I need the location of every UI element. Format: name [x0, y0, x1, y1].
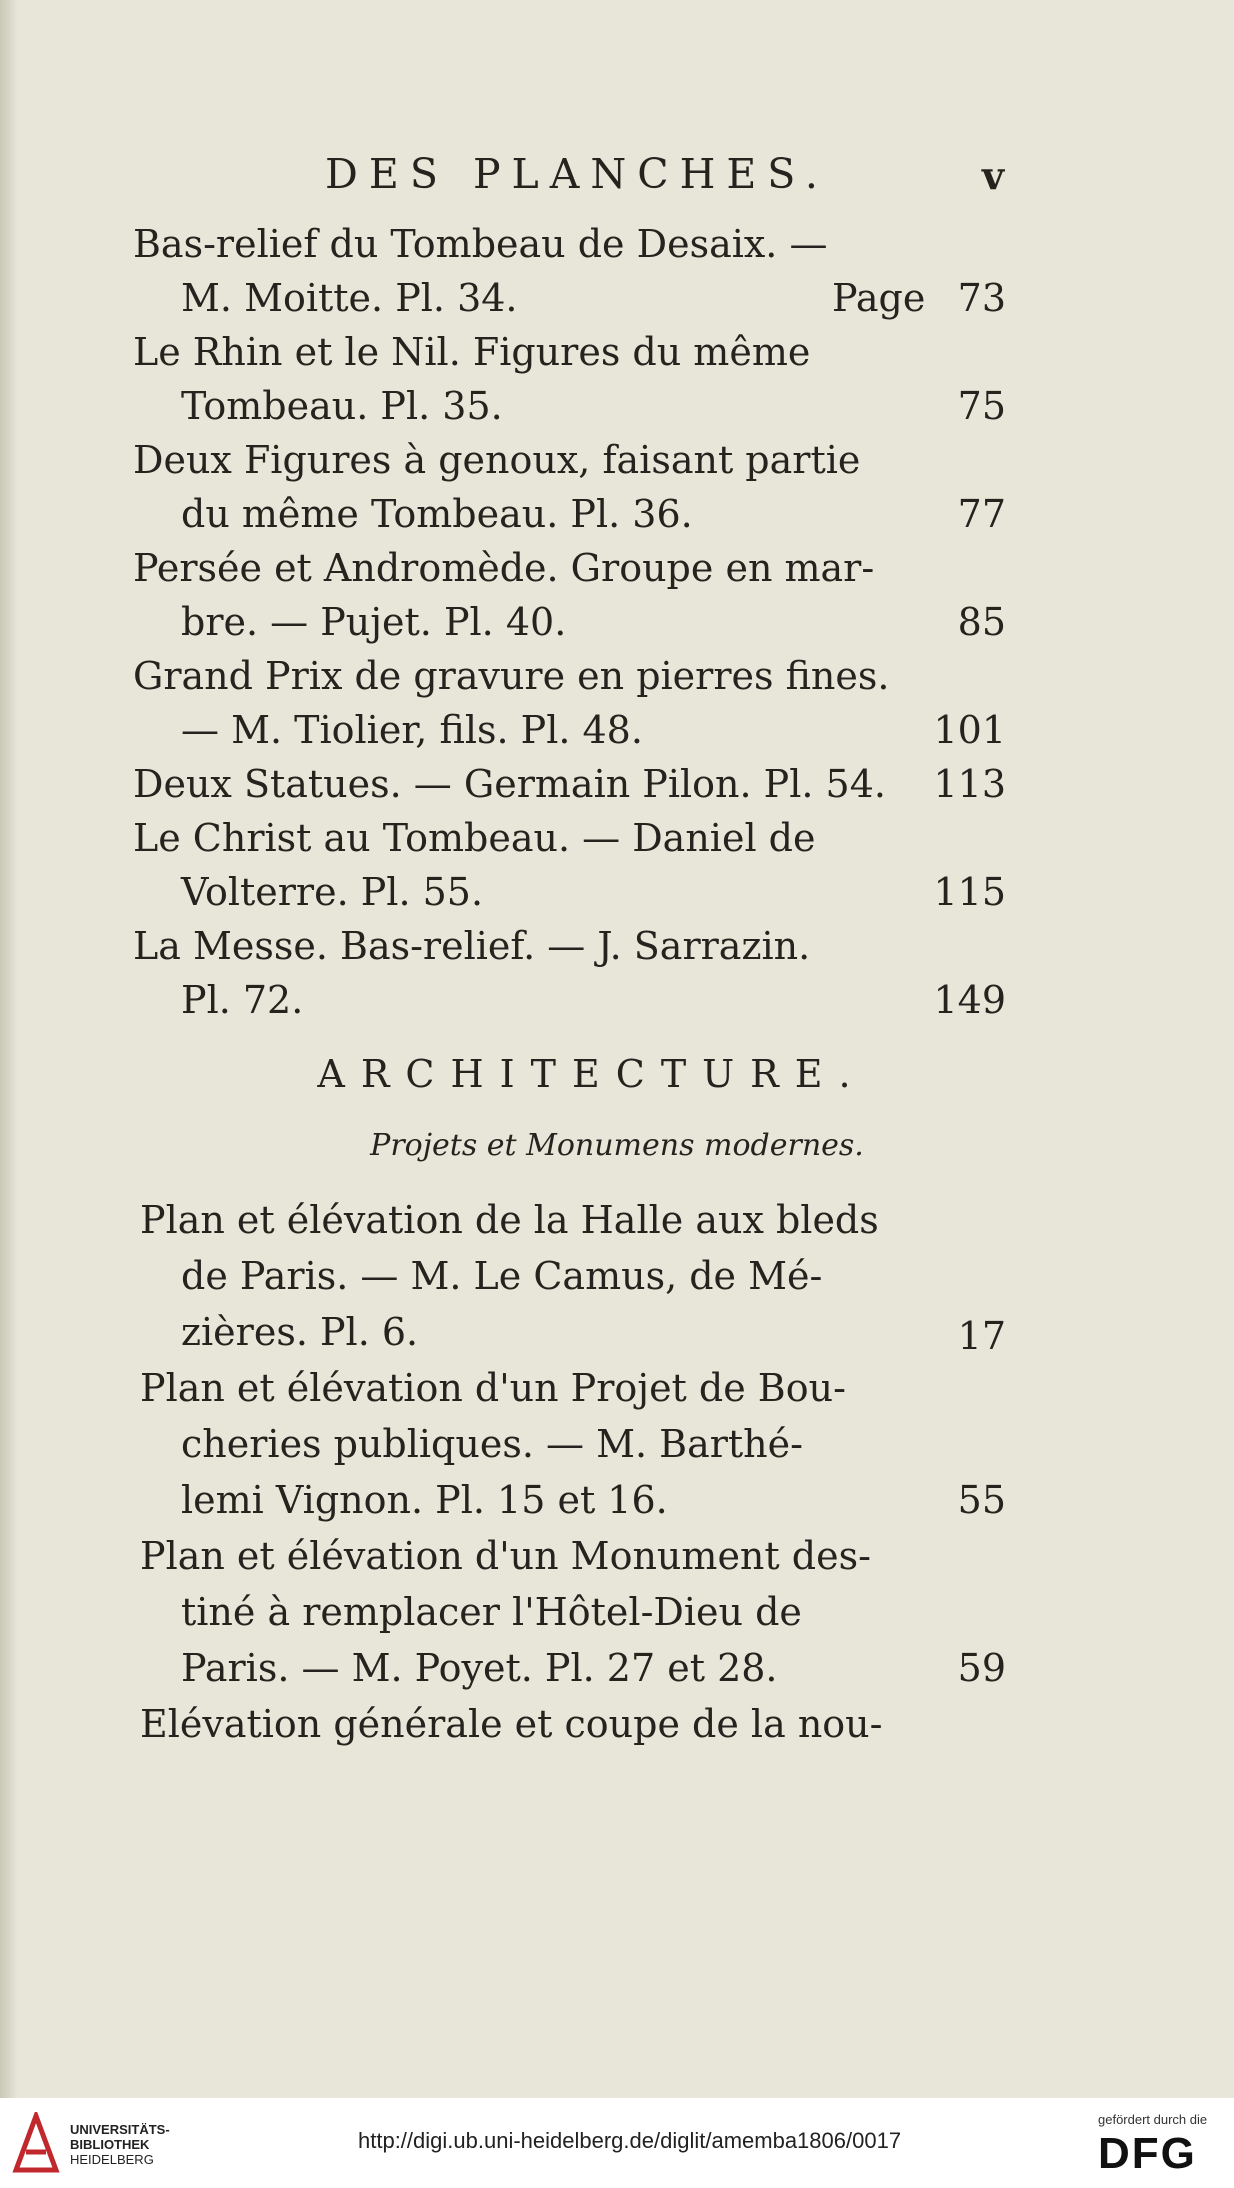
page-number: 59 [957, 1646, 1006, 1690]
library-logo-icon [12, 2112, 60, 2174]
section-subtitle: Projets et Monumens modernes. [370, 1128, 864, 1163]
entry-line: — M. Tiolier, fils. Pl. 48. [181, 708, 643, 752]
page-number: 101 [933, 708, 1006, 752]
entry-line: Volterre. Pl. 55. [181, 870, 484, 914]
entry-line: tiné à remplacer l'Hôtel-Dieu de [181, 1590, 802, 1634]
entry-line: Plan et élévation d'un Projet de Bou- [140, 1366, 846, 1410]
page-number: 85 [957, 600, 1006, 644]
page-number: 149 [933, 978, 1006, 1022]
permalink-url[interactable]: http://digi.ub.uni-heidelberg.de/diglit/amemba1806/0017 [358, 2128, 902, 2153]
entry-line: Deux Figures à genoux, faisant partie [133, 438, 861, 482]
page-label: Page [832, 276, 926, 320]
entry-line: Grand Prix de gravure en pierres fines. [133, 654, 890, 698]
viewer-footer [0, 2098, 1234, 2188]
entry-line: Plan et élévation de la Halle aux bleds [140, 1198, 879, 1242]
entry-line: Le Rhin et le Nil. Figures du même [133, 330, 811, 374]
entry-line: La Messe. Bas-relief. — J. Sarrazin. [133, 924, 811, 968]
entry-line: Plan et élévation d'un Monument des- [140, 1534, 871, 1578]
page-number: 73 [957, 276, 1006, 320]
page-number: 17 [957, 1314, 1006, 1358]
entry-line: Tombeau. Pl. 35. [181, 384, 503, 428]
dfg-logo: DFG [1098, 2129, 1197, 2178]
page-number: 77 [957, 492, 1006, 536]
entry-line: lemi Vignon. Pl. 15 et 16. [181, 1478, 668, 1522]
library-name: UNIVERSITÄTS- BIBLIOTHEK HEIDELBERG [70, 2122, 170, 2167]
entry-line: Elévation générale et coupe de la nou- [140, 1702, 883, 1746]
page-number: 115 [933, 870, 1006, 914]
folio-number: v [982, 153, 1005, 198]
entry-line: Deux Statues. — Germain Pilon. Pl. 54. [133, 762, 886, 806]
entry-line: Bas-relief du Tombeau de Desaix. — [133, 222, 828, 266]
page-number: 55 [957, 1478, 1006, 1522]
running-header: DES PLANCHES. [325, 150, 829, 198]
section-title: ARCHITECTURE. [317, 1052, 867, 1096]
entry-line: bre. — Pujet. Pl. 40. [181, 600, 567, 644]
entry-line: Le Christ au Tombeau. — Daniel de [133, 816, 816, 860]
entry-line: Pl. 72. [181, 978, 304, 1022]
funded-by-label: gefördert durch die [1098, 2112, 1208, 2127]
page-number: 75 [957, 384, 1006, 428]
entry-line: du même Tombeau. Pl. 36. [181, 492, 693, 536]
page-number: 113 [933, 762, 1006, 806]
entry-line: zières. Pl. 6. [181, 1310, 419, 1354]
entry-line: Persée et Andromède. Groupe en mar- [133, 546, 875, 590]
entry-line: Paris. — M. Poyet. Pl. 27 et 28. [181, 1646, 778, 1690]
entry-line: de Paris. — M. Le Camus, de Mé- [181, 1254, 823, 1298]
entry-line: cheries publiques. — M. Barthé- [181, 1422, 803, 1466]
entry-line: M. Moitte. Pl. 34. [181, 276, 518, 320]
